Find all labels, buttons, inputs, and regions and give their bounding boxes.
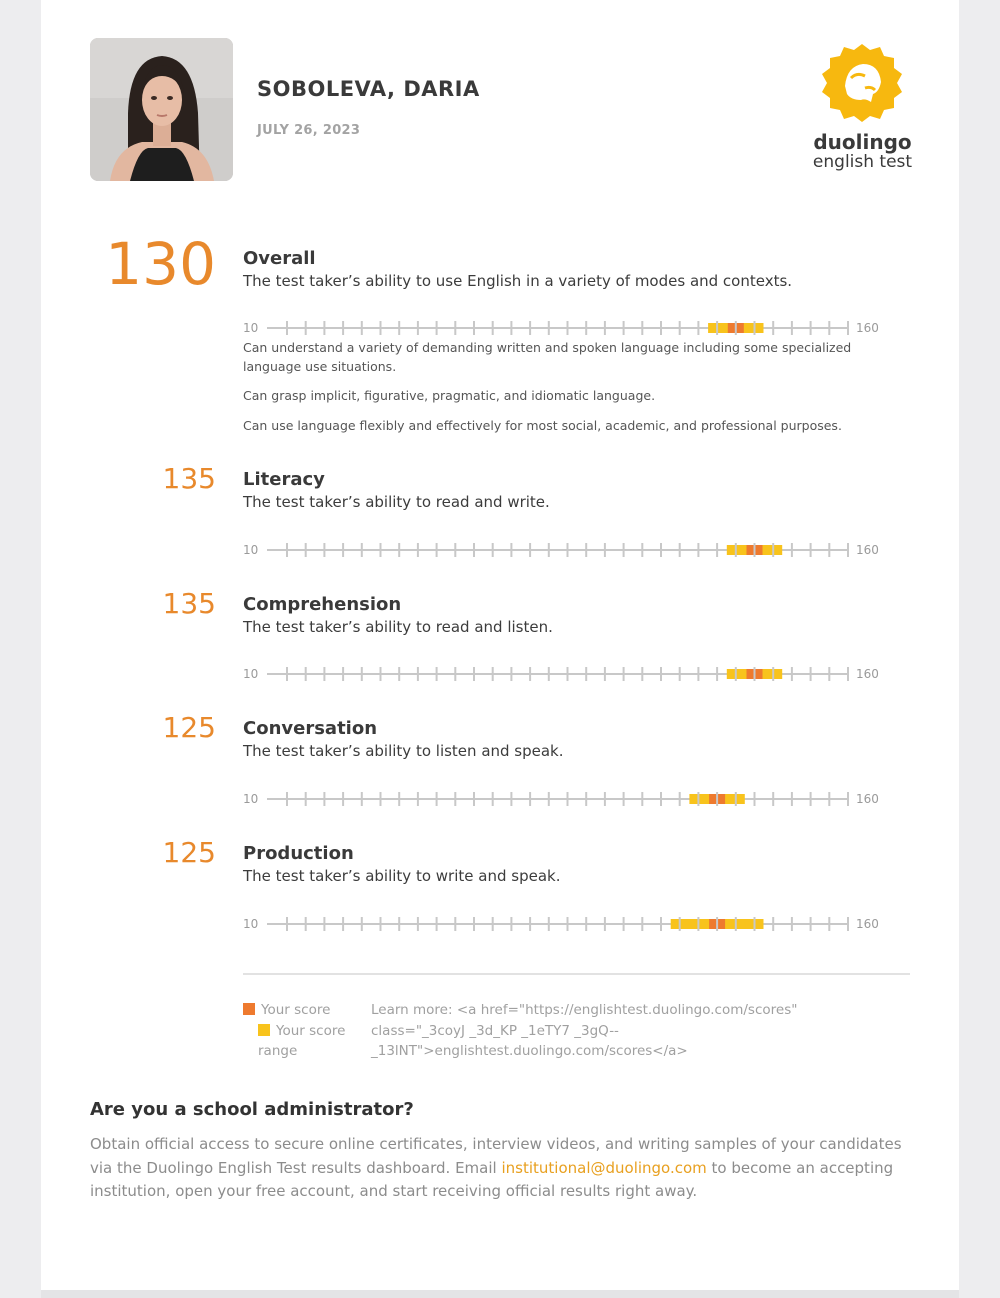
scale-max-label: 160 <box>856 321 879 335</box>
scale-max-label: 160 <box>856 543 879 557</box>
legend-your-score-label: Your score <box>261 1002 331 1018</box>
learn-more-text: Learn more: <a href="https://englishtest.duolingo.com/scores" class="_3coyJ _3d_KP _1eTY7 _3gQ--_13lNT">englishtest.duolingo.com/scores</a> <box>371 1002 798 1059</box>
institutional-email-link[interactable]: institutional@duolingo.com <box>501 1158 707 1177</box>
scale-min-label: 10 <box>243 543 259 557</box>
section-subtitle: The test taker’s ability to listen and speak. <box>243 742 564 760</box>
score-legend <box>243 1000 363 1062</box>
logo-wordmark-english-test: english test <box>812 152 913 172</box>
legend-range-label: Your score range <box>258 1022 346 1059</box>
score-scale-bar <box>267 791 851 807</box>
legend-your-score <box>243 1000 363 1021</box>
scale-max-label: 160 <box>856 917 879 931</box>
scale-max-label: 160 <box>856 667 879 681</box>
overall-score: 130 <box>105 230 216 298</box>
orange-square-icon <box>243 1003 255 1015</box>
yellow-square-icon <box>258 1024 270 1036</box>
section-title: Comprehension <box>243 594 402 615</box>
score-scale-comprehension <box>243 666 893 682</box>
scale-min-label: 10 <box>243 917 259 931</box>
production-score: 125 <box>162 836 216 869</box>
scale-min-label: 10 <box>243 667 259 681</box>
literacy-score: 135 <box>162 462 216 495</box>
score-scale-bar <box>267 542 851 558</box>
logo-wordmark-duolingo: duolingo <box>813 130 912 154</box>
section-divider <box>243 973 910 975</box>
section-subtitle: The test taker’s ability to read and listen. <box>243 618 553 636</box>
conversation-score: 125 <box>162 711 216 744</box>
scale-min-label: 10 <box>243 321 259 335</box>
overall-description-3: Can use language flexibly and effectively for most social, academic, and professional purposes. <box>243 418 842 433</box>
score-scale-bar <box>267 666 851 682</box>
score-scale-bar <box>267 916 851 932</box>
score-scale-literacy <box>243 542 893 558</box>
section-title: Production <box>243 843 354 864</box>
section-subtitle: The test taker’s ability to read and write. <box>243 493 550 511</box>
scale-max-label: 160 <box>856 792 879 806</box>
score-scale-overall <box>243 320 893 336</box>
legend-your-score-range <box>243 1021 363 1062</box>
test-taker-name: SOBOLEVA, DARIA <box>257 77 480 101</box>
section-subtitle: The test taker’s ability to write and speak. <box>243 867 561 885</box>
admin-heading: Are you a school administrator? <box>90 1099 414 1120</box>
score-scale-production <box>243 916 893 932</box>
score-scale-bar <box>267 320 851 336</box>
section-title: Overall <box>243 248 316 269</box>
section-title: Conversation <box>243 718 378 739</box>
comprehension-score: 135 <box>162 587 216 620</box>
duolingo-english-test-logo <box>805 42 920 172</box>
admin-text-before: Obtain official access to secure online certificates, interview videos, and writing samples of your candidates via the Duolingo English Test results dashboard. Email <box>90 1135 902 1177</box>
test-date: JULY 26, 2023 <box>257 123 361 138</box>
admin-paragraph <box>90 1133 920 1204</box>
page-bottom-edge <box>41 1290 959 1298</box>
score-report-card <box>41 0 959 1290</box>
test-taker-photo <box>90 38 233 181</box>
overall-description-2: Can grasp implicit, figurative, pragmatic, and idiomatic language. <box>243 388 656 403</box>
duolingo-owl-badge-icon <box>821 42 903 126</box>
score-scale-conversation <box>243 791 893 807</box>
section-title: Literacy <box>243 469 325 490</box>
scale-min-label: 10 <box>243 792 259 806</box>
admin-text-after: to become an accepting institution, open your free account, and start receiving official results right away. <box>90 1158 894 1200</box>
section-subtitle: The test taker’s ability to use English in a variety of modes and contexts. <box>243 272 793 290</box>
overall-description-1: Can understand a variety of demanding written and spoken language including some specialized language use situations. <box>243 340 852 374</box>
